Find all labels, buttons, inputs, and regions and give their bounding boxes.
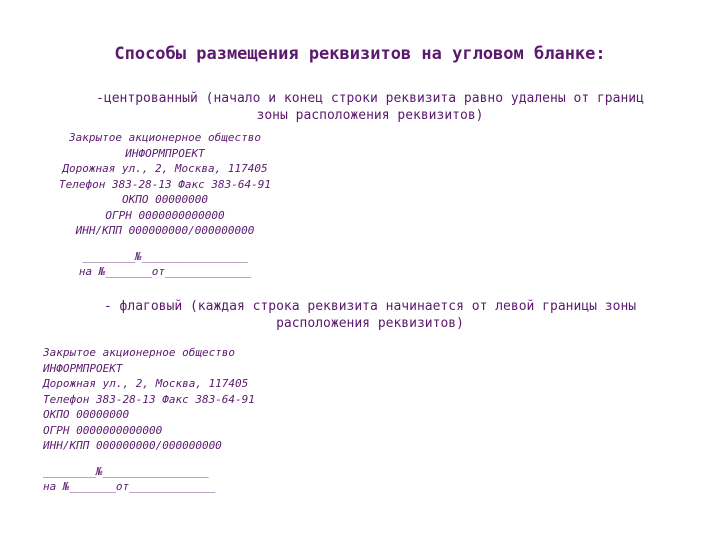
- address: Дорожная ул., 2, Москва, 117405: [43, 377, 249, 390]
- ogrn: ОГРН 0000000000000: [105, 208, 225, 222]
- flag-description: [40, 298, 700, 332]
- centered-description-line2: зоны расположения реквизитов): [256, 108, 484, 123]
- inn-kpp: ИНН/КПП 000000000/000000000: [75, 224, 255, 237]
- org-name: ИНФОРМПРОЕКТ: [43, 361, 123, 375]
- centered-requisites-example: [30, 130, 300, 280]
- phone-fax: Телефон 383-28-13 Факс 383-64-91: [43, 392, 255, 406]
- okpo: ОКПО 00000000: [43, 408, 130, 421]
- inn-kpp: ИНН/КПП 000000000/000000000: [43, 439, 222, 452]
- flag-requisites-example: [43, 345, 343, 495]
- flag-description-line1: - флаговый (каждая строка реквизита начинается от левой границы зоны: [103, 299, 637, 314]
- ref-line: на №_______от_____________: [78, 265, 252, 278]
- phone-fax: Телефон 383-28-13 Факс 383-64-91: [59, 177, 271, 191]
- ogrn: ОГРН 0000000000000: [43, 423, 163, 437]
- page-title: Способы размещения реквизитов на угловом бланке:: [114, 44, 606, 64]
- org-name: ИНФОРМПРОЕКТ: [125, 146, 205, 160]
- ref-line: на №_______от_____________: [43, 480, 216, 493]
- org-type: Закрытое акционерное общество: [68, 131, 262, 144]
- centered-description: [40, 90, 700, 124]
- org-type: Закрытое акционерное общество: [43, 346, 236, 359]
- number-line: ________№________________: [82, 249, 248, 263]
- okpo: ОКПО 00000000: [121, 193, 209, 206]
- flag-description-line2: расположения реквизитов): [276, 316, 464, 331]
- number-line: ________№________________: [43, 464, 209, 478]
- address: Дорожная ул., 2, Москва, 117405: [62, 162, 268, 175]
- centered-description-line1: -центрованный (начало и конец строки реквизита равно удалены от границ: [96, 91, 644, 106]
